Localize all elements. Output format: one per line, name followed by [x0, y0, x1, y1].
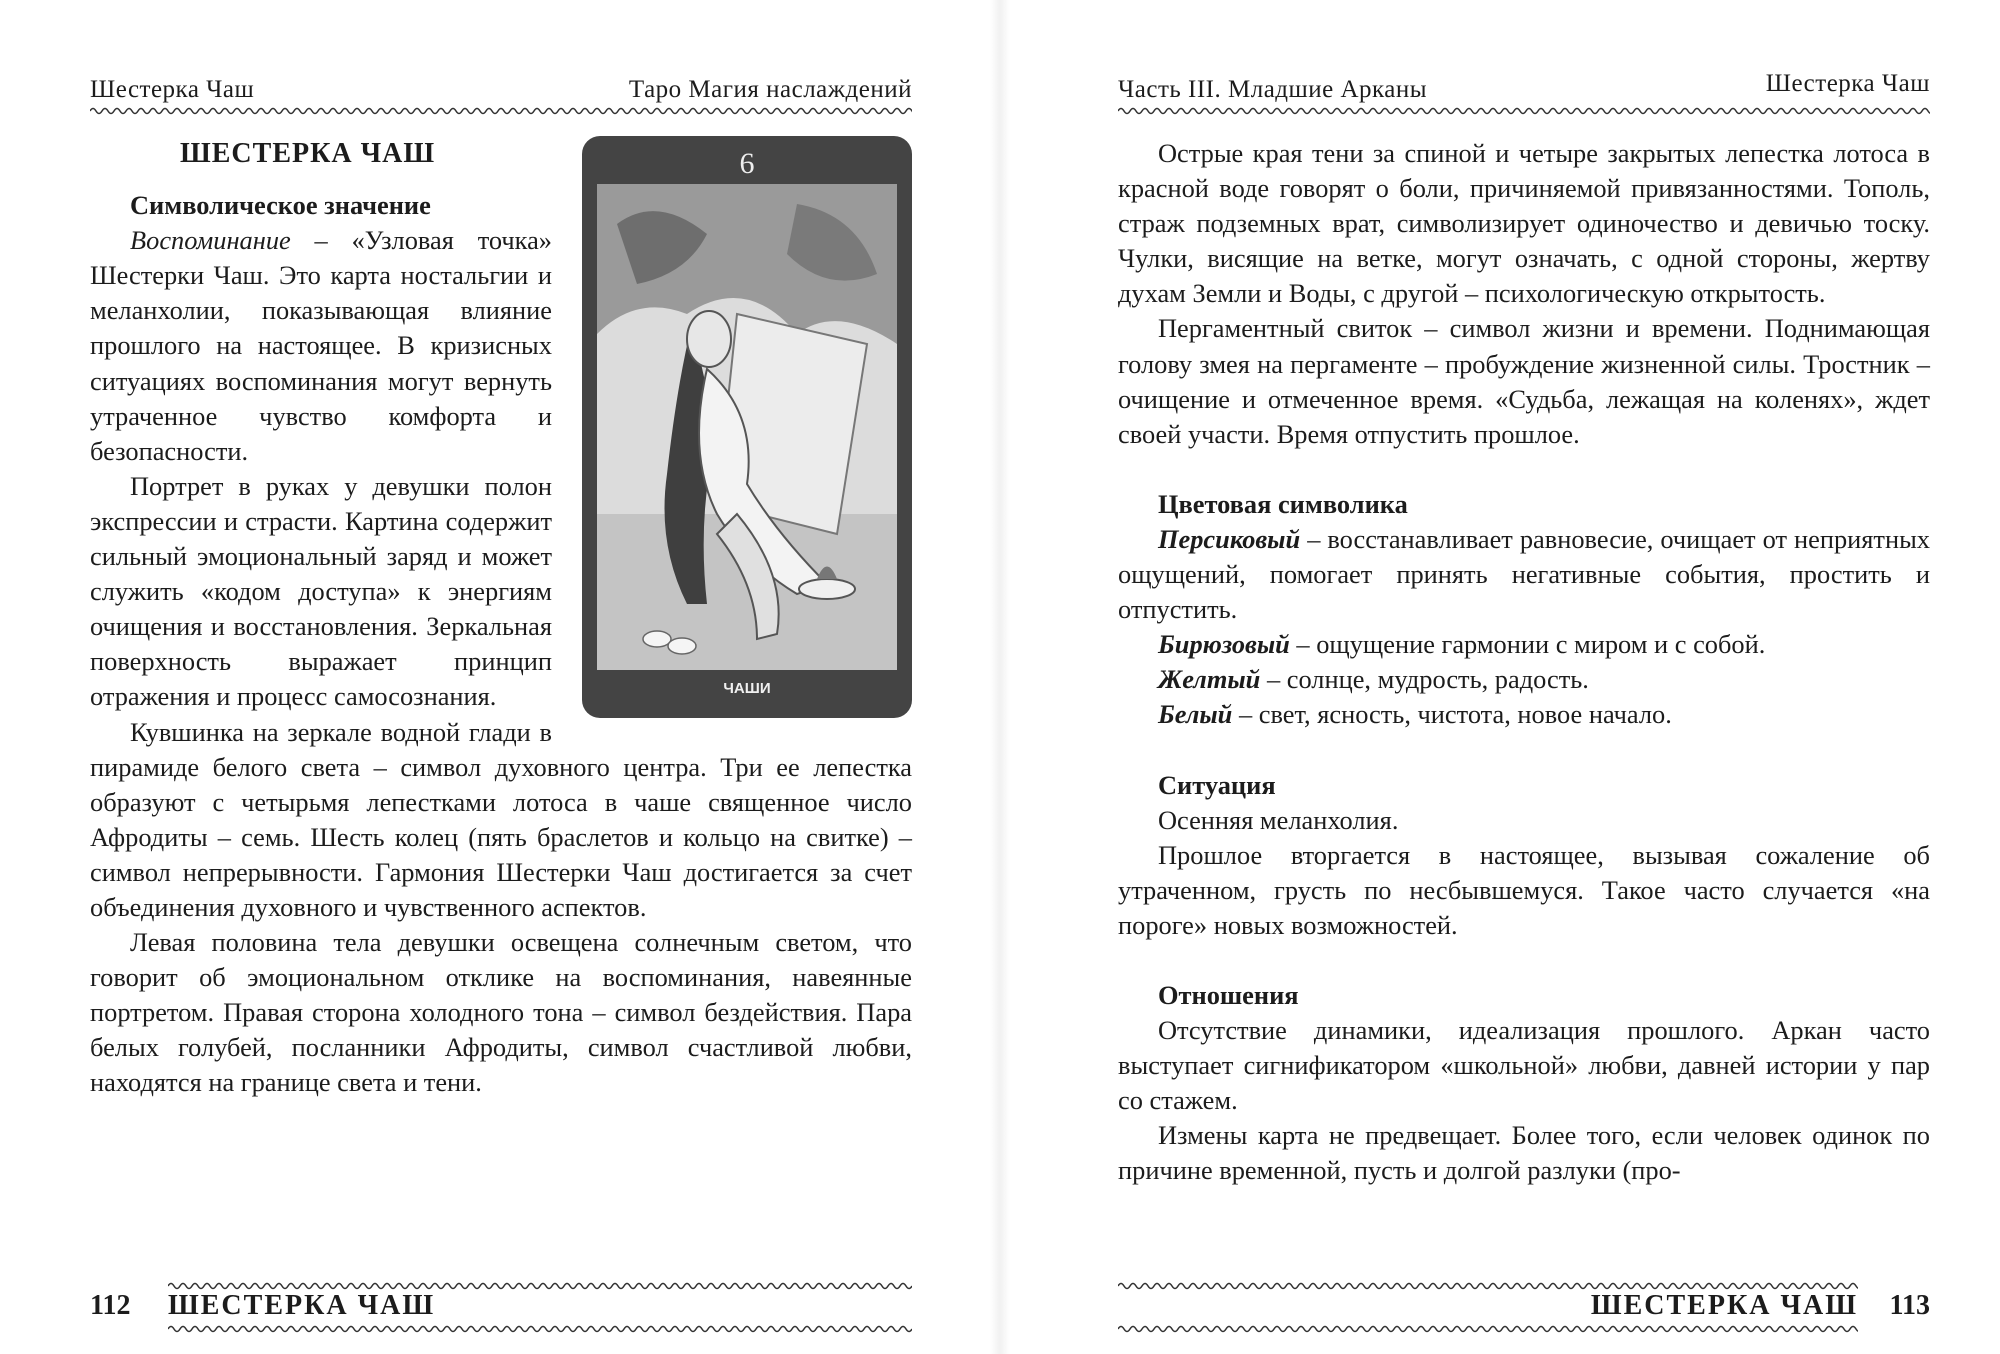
- right-running-head-title: Шестерка Чаш: [1765, 70, 1930, 97]
- chapter-heading: ШЕСТЕРКА ЧАШ: [180, 138, 436, 169]
- paragraph: Портрет в руках у девушки полон экспрессии и страсти. Картина содержит сильный эмоциональный заряд и может служить «кодом доступа» к энергиям очищения и восстановления. Зеркальная поверхность выражает принцип отражения и процесс самосознания.: [90, 470, 552, 712]
- paragraph: Пергаментный свиток – символ жизни и времени. Поднимающая голову змея на пергаменте – пробуждение жизненной силы. Тростник – очищение и отмеченное время. «Судьба, лежащая на коленях», ждет своей участи. Время отпустить прошлое.: [1118, 313, 1930, 449]
- card-title: ЧАШИ: [723, 679, 771, 697]
- card-number: 6: [739, 147, 755, 180]
- right-page: [1000, 0, 2000, 1354]
- italic-term: Воспоминание: [130, 225, 291, 256]
- color-item: Желтый – солнце, мудрость, радость.: [1158, 664, 1589, 695]
- footer-title: ШЕСТЕРКА ЧАШ: [1590, 1290, 1858, 1321]
- left-running-head-title: Шестерка Чаш: [90, 76, 255, 103]
- left-body-text: [90, 136, 912, 1101]
- left-running-head-book: Таро Магия наслаждений: [628, 76, 912, 103]
- paragraph: Измены карта не предвещает. Более того, если человек одинок по причине временной, пусть и долгой разлуки (про-: [1118, 1120, 1930, 1186]
- section-title-colors: Цветовая символика: [1158, 488, 1408, 519]
- footer-title: ШЕСТЕРКА ЧАШ: [168, 1290, 436, 1321]
- paragraph: Воспоминание – «Узловая точка» Шестерки Чаш. Это карта ностальгии и меланхолии, показывающая влияние прошлого на настоящее. В кризисных ситуациях воспоминания могут вернуть утраченное чувство комфорта и безопасности.: [90, 225, 552, 466]
- right-body-text: [1118, 136, 1930, 1189]
- tarot-card-illustration-icon: [597, 184, 897, 670]
- header-wave-divider: [90, 104, 912, 118]
- paragraph: Прошлое вторгается в настоящее, вызывая сожаление об утраченном, грусть по несбывшемуся. Такое часто случается «на пороге» новых возможностей.: [1118, 839, 1930, 940]
- paragraph: Левая половина тела девушки освещена солнечным светом, что говорит об эмоциональном отклике на воспоминания, навеянные портретом. Правая сторона холодного тона – символ бездействия. Пара белых голубей, посланники Афродиты, символ счастливой любви, находятся на границе света и тени.: [90, 927, 912, 1098]
- page-number: 112: [90, 1290, 131, 1321]
- right-running-head-part: Часть III. Младшие Арканы: [1118, 76, 1428, 103]
- section-title-situation: Ситуация: [1158, 769, 1276, 800]
- footer-wave-divider: [1118, 1322, 1858, 1336]
- paragraph: Кувшинка на зеркале водной глади в пирамиде белого света – символ духовного центра. Три ее лепестка образуют с четырьмя лепестками лотоса в чаше священное число Афродиты – семь. Шесть колец (пять браслетов и кольцо на свитке) – символ непрерывности. Гармония Шестерки Чаш достигается за счет объединения духовного и чувственного аспектов.: [90, 716, 912, 922]
- header-wave-divider: [1118, 104, 1930, 118]
- paragraph: Отсутствие динамики, идеализация прошлого. Аркан часто выступает сигнификатором «школьной» любви, давней истории у пар со стажем.: [1118, 1015, 1930, 1116]
- color-item: Персиковый – восстанавливает равновесие, очищает от неприятных ощущений, помогает принять негативные события, простить и отпустить.: [1118, 523, 1930, 625]
- section-title-relations: Отношения: [1158, 979, 1299, 1010]
- section-title-symbolic: Символическое значение: [130, 190, 431, 221]
- tarot-card-image: [582, 136, 912, 718]
- page-number: 113: [1889, 1290, 1930, 1321]
- color-item: Бирюзовый – ощущение гармонии с миром и с собой.: [1158, 629, 1766, 660]
- paragraph: Осенняя меланхолия.: [1158, 804, 1399, 835]
- color-item: Белый – свет, ясность, чистота, новое начало.: [1158, 699, 1672, 730]
- paragraph: Острые края тени за спиной и четыре закрытых лепестка лотоса в красной воде говорят о боли, причиняемой привязанностями. Тополь, страж подземных врат, символизирует одиночество и девичью тоску. Чулки, висящие на ветке, могут означать, с одной стороны, жертву духам Земли и Воды, с другой – психологическую открытость.: [1118, 138, 1930, 309]
- footer-wave-divider: [168, 1322, 912, 1336]
